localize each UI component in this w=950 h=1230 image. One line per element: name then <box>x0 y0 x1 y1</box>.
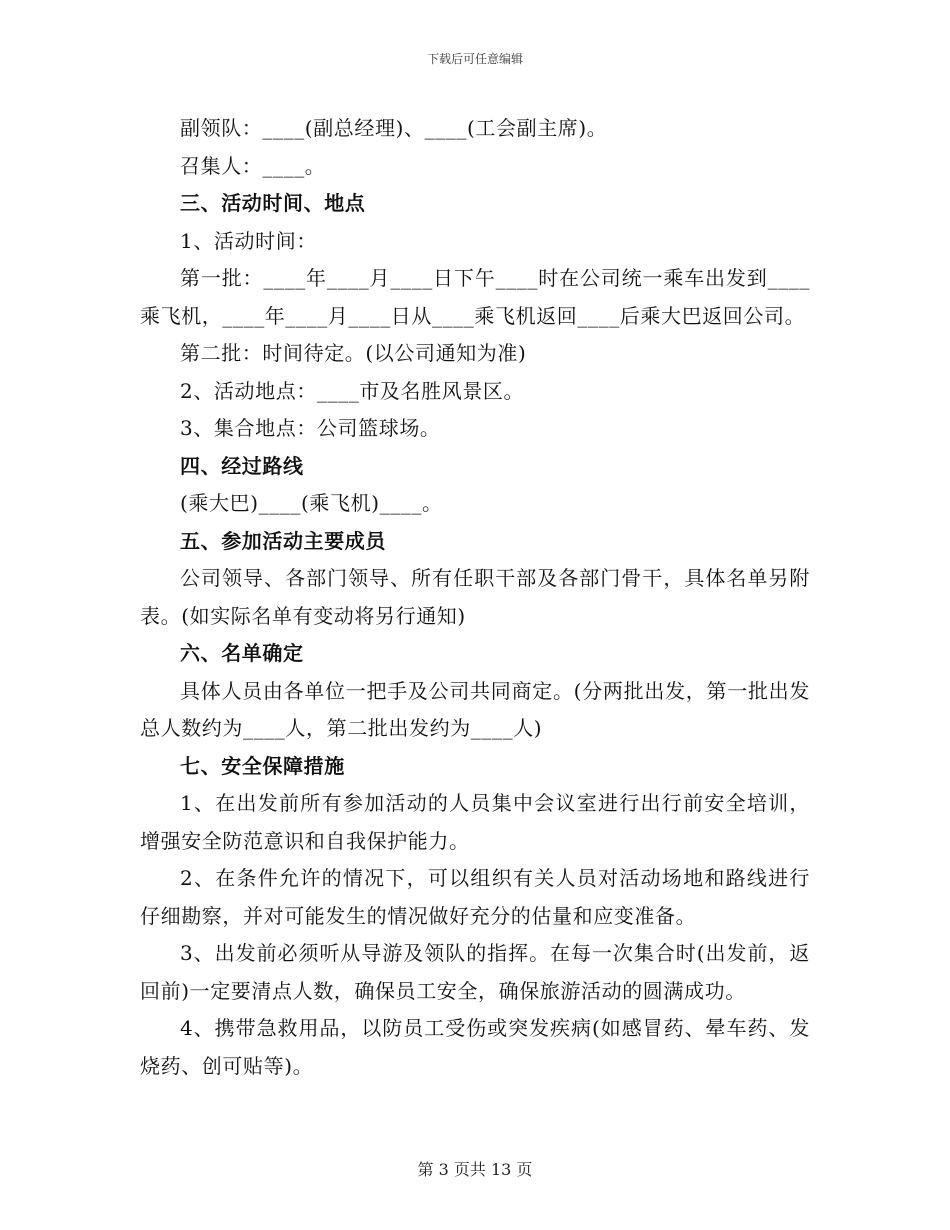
page-header: 下载后可任意编辑 <box>426 52 523 66</box>
safety-item-1: 1、在出发前所有参加活动的人员集中会议室进行出行前安全培训，增强安全防范意识和自我保护能力。 <box>140 791 810 853</box>
members-paragraph: 公司领导、各部门领导、所有任职干部及各部门骨干，具体名单另附表。(如实际名单有变动将另行通知) <box>140 566 810 628</box>
section-heading-members: 五、参加活动主要成员 <box>180 528 386 553</box>
activity-time-label: 1、活动时间： <box>180 228 317 253</box>
activity-location-paragraph: 2、活动地点：____市及名胜风景区。 <box>180 378 525 403</box>
second-batch-paragraph: 第二批：时间待定。(以公司通知为准) <box>180 341 527 365</box>
vice-leader-line: 副领队：____(副总经理)、____(工会副主席)。 <box>180 116 608 140</box>
section-heading-safety: 七、安全保障措施 <box>180 753 345 778</box>
safety-item-2: 2、在条件允许的情况下，可以组织有关人员对活动场地和路线进行仔细勘察，并对可能发生的情况做好充分的估量和应变准备。 <box>140 866 810 928</box>
page-footer: 第 3 页共 13 页 <box>417 1160 533 1179</box>
assembly-location-paragraph: 3、集合地点：公司篮球场。 <box>180 416 441 440</box>
convener-line: 召集人：____。 <box>180 153 326 178</box>
safety-item-3: 3、出发前必须听从导游及领队的指挥。在每一次集合时(出发前，返回前)一定要清点人数，确保员工安全，确保旅游活动的圆满成功。 <box>140 941 810 1003</box>
section-heading-time-place: 三、活动时间、地点 <box>180 191 366 215</box>
safety-item-4: 4、携带急救用品，以防员工受伤或突发疾病(如感冒药、晕车药、发烧药、创可贴等)。 <box>140 1016 810 1078</box>
document-body <box>140 110 810 1085</box>
route-paragraph: (乘大巴)____(乘飞机)____。 <box>180 491 443 515</box>
section-heading-list: 六、名单确定 <box>180 641 304 665</box>
first-batch-paragraph: 第一批：____年____月____日下午____时在公司统一乘车出发到____乘飞机，____年____月____日从____乘飞机返回____后乘大巴返回公司。 <box>140 266 810 328</box>
section-heading-route: 四、经过路线 <box>180 453 304 478</box>
list-paragraph: 具体人员由各单位一把手及公司共同商定。(分两批出发，第一批出发总人数约为____人，第二批出发约为____人) <box>140 678 810 740</box>
